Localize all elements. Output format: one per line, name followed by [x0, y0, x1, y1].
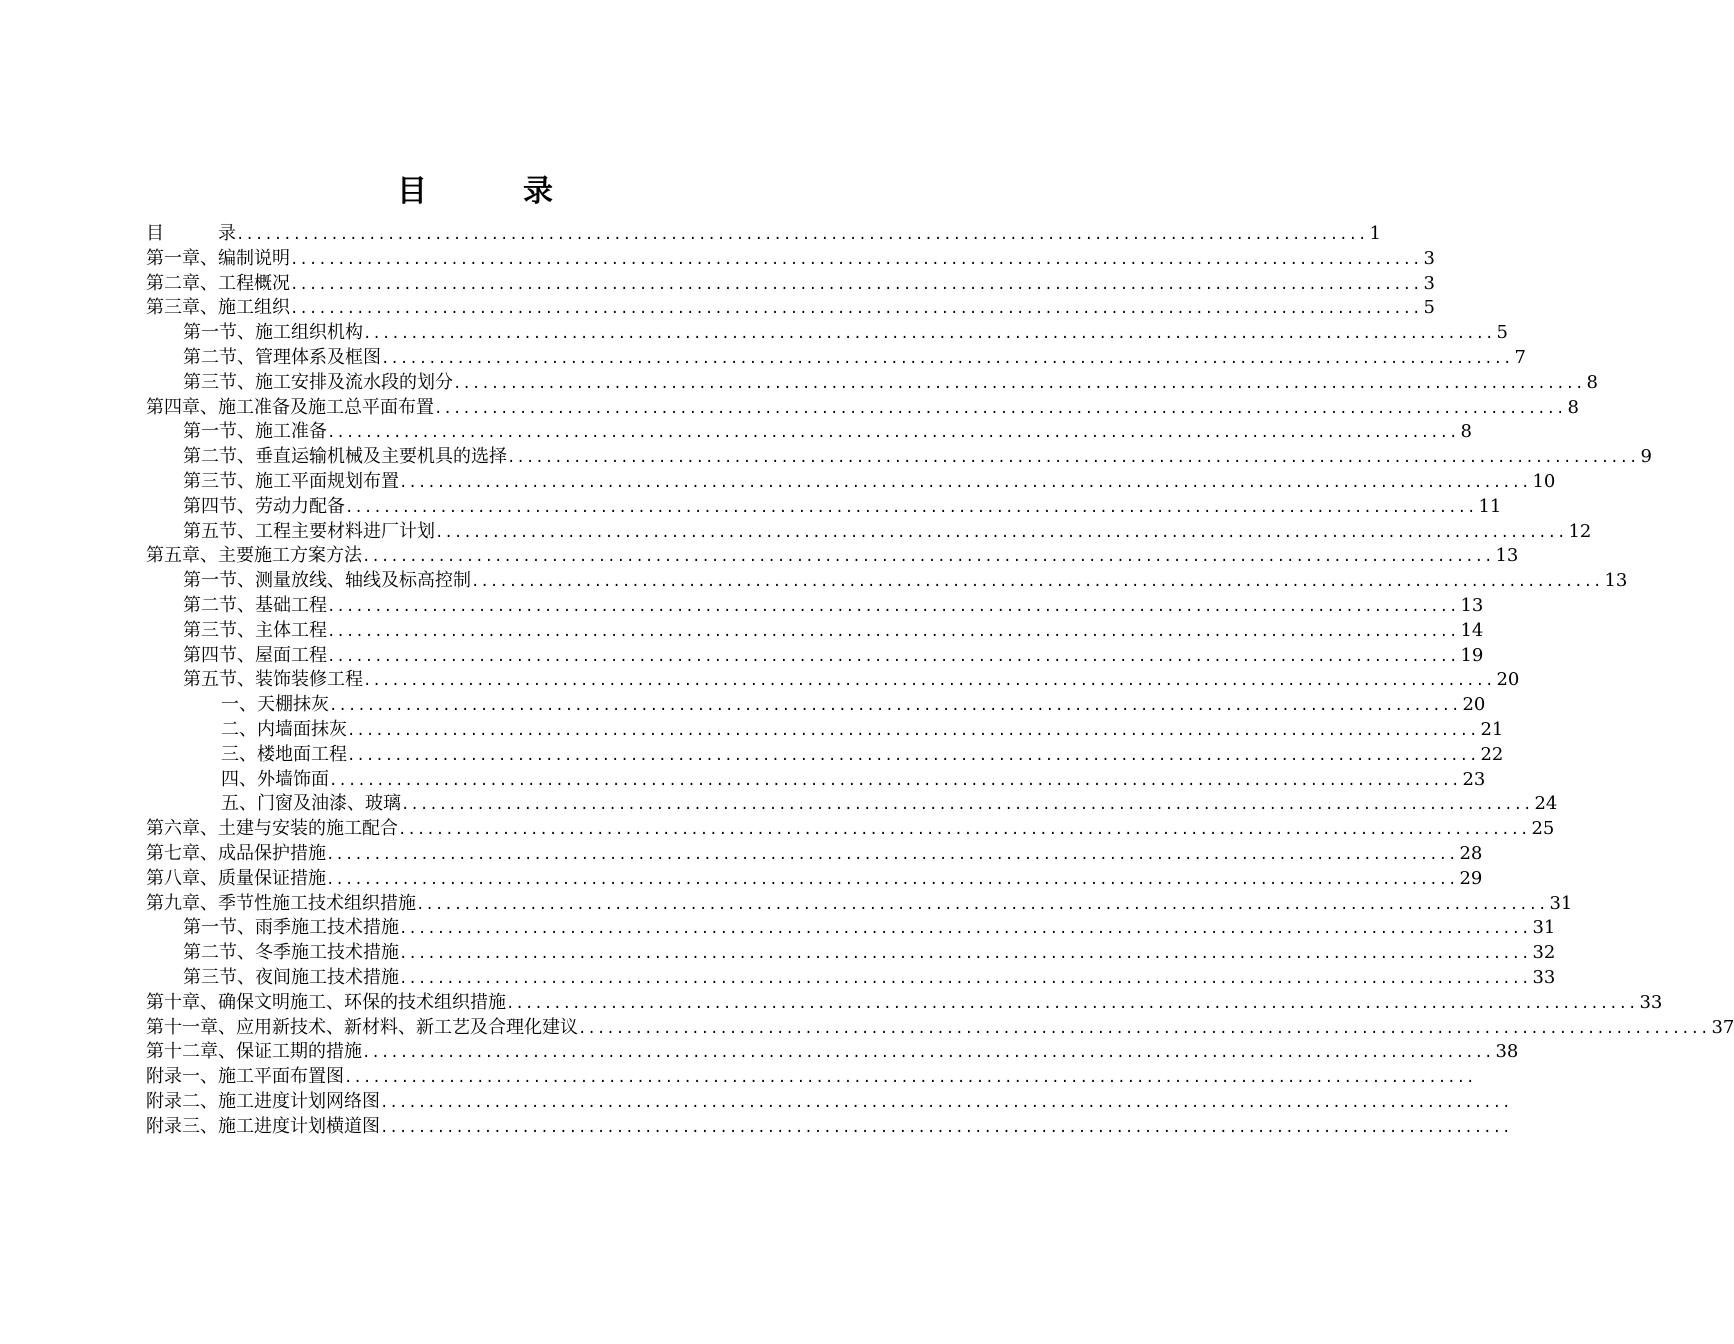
- toc-entry-number: 第一节、: [183, 421, 255, 443]
- toc-entry[interactable]: [146, 520, 1592, 545]
- toc-leader-dots: ........................................................................................................................: [398, 822, 1530, 839]
- toc-entry-page-number: 23: [1462, 768, 1486, 790]
- toc-entry-label: 冬季施工技术措施: [255, 942, 399, 964]
- toc-entry-number: 第二节、: [183, 594, 255, 616]
- toc-entry[interactable]: [146, 718, 1504, 743]
- toc-entry-page-number: 31: [1532, 917, 1556, 939]
- toc-entry-label: 夜间施工技术措施: [255, 966, 399, 988]
- toc-leader-dots: ........................................................................................................................: [345, 499, 1477, 516]
- toc-entry-page-number: 13: [1460, 594, 1484, 616]
- toc-leader-dots: ........................................................................................................................: [399, 474, 1531, 491]
- toc-entry-label: 管理体系及框图: [255, 346, 381, 368]
- toc-leader-dots: ........................................................................................................................: [363, 673, 1495, 690]
- toc-entry-page-number: 29: [1459, 867, 1483, 889]
- toc-entry-number: 第二章、: [146, 272, 218, 294]
- toc-entry-page-number: 11: [1478, 495, 1502, 517]
- toc-entry-page-number: 13: [1495, 545, 1519, 567]
- toc-entry[interactable]: [146, 247, 1435, 272]
- toc-entry-number: 第四节、: [183, 495, 255, 517]
- toc-entry[interactable]: [146, 991, 1663, 1016]
- toc-entry-label: 录: [218, 223, 236, 244]
- toc-entry-number: 第十二章、: [146, 1041, 236, 1063]
- toc-leader-dots: ........................................................................................................................: [344, 1070, 1476, 1087]
- toc-entry[interactable]: [146, 296, 1435, 321]
- toc-leader-dots: ........................................................................................................................: [363, 326, 1495, 343]
- toc-leader-dots: ........................................................................................................................: [471, 574, 1603, 591]
- toc-leader-dots: ........................................................................................................................: [362, 1045, 1494, 1062]
- toc-entry-page-number: 12: [1568, 520, 1592, 542]
- toc-entry[interactable]: [146, 594, 1484, 619]
- toc-entry-label: 楼地面工程: [257, 743, 347, 765]
- toc-entry-label: 主要施工方案方法: [218, 545, 362, 567]
- title-char-2: 录: [523, 174, 553, 209]
- toc-leader-dots: ........................................................................................................................: [362, 549, 1494, 566]
- toc-entry-number: 第九章、: [146, 892, 218, 914]
- toc-entry-page-number: 20: [1496, 669, 1520, 691]
- toc-entry[interactable]: [146, 346, 1526, 371]
- toc-entry-label: 内墙面抹灰: [257, 718, 347, 740]
- toc-entry-number: 第三节、: [183, 619, 255, 641]
- toc-entry[interactable]: [146, 792, 1558, 817]
- toc-entry-number: 第二节、: [183, 446, 255, 468]
- toc-leader-dots: ........................................................................................................................: [435, 524, 1567, 541]
- toc-leader-dots: ........................................................................................................................: [399, 946, 1531, 963]
- toc-entry-number: 第十章、: [146, 991, 218, 1013]
- toc-entry-label: 施工安排及流水段的划分: [255, 371, 453, 393]
- toc-leader-dots: ........................................................................................................................: [381, 350, 1513, 367]
- toc-leader-dots: ........................................................................................................................: [347, 747, 1479, 764]
- toc-entry-number: 第五章、: [146, 545, 218, 567]
- toc-entry-label: 成品保护措施: [218, 842, 326, 864]
- toc-leader-dots: ........................................................................................................................: [327, 598, 1459, 615]
- toc-entry-label: 施工组织: [218, 297, 290, 319]
- toc-entry[interactable]: [146, 1016, 1734, 1041]
- toc-entry-page-number: 32: [1532, 942, 1556, 964]
- toc-leader-dots: ........................................................................................................................: [453, 375, 1585, 392]
- toc-entry-page-number: 3: [1423, 247, 1435, 269]
- toc-leader-dots: ........................................................................................................................: [380, 1094, 1512, 1111]
- page-title: [0, 168, 950, 216]
- toc-entry[interactable]: [146, 396, 1579, 421]
- toc-entry-page-number: 37: [1711, 1016, 1734, 1038]
- toc-entry[interactable]: [146, 272, 1435, 297]
- toc-leader-dots: ........................................................................................................................: [380, 1119, 1512, 1136]
- toc-entry-label: 施工平面布置图: [218, 1066, 344, 1088]
- toc-entry-page-number: 20: [1462, 694, 1486, 716]
- toc-entry-page-number: 1: [1369, 223, 1381, 244]
- toc-entry-label: 确保文明施工、环保的技术组织措施: [218, 991, 506, 1013]
- toc-entry[interactable]: [146, 916, 1556, 941]
- toc-entry-page-number: 3: [1423, 272, 1435, 294]
- toc-leader-dots: ........................................................................................................................: [327, 623, 1459, 640]
- toc-entry-number: 第三节、: [183, 470, 255, 492]
- toc-entry-number: 四、: [221, 768, 257, 790]
- toc-entry-label: 门窗及油漆、玻璃: [257, 793, 401, 815]
- toc-entry-label: 屋面工程: [255, 644, 327, 666]
- toc-entry-number: 第七章、: [146, 842, 218, 864]
- toc-entry-number: 二、: [221, 718, 257, 740]
- toc-entry[interactable]: [146, 1040, 1519, 1065]
- toc-entry-number: 第八章、: [146, 867, 218, 889]
- toc-entry-label: 基础工程: [255, 594, 327, 616]
- toc-entry-label: 施工准备及施工总平面布置: [218, 396, 434, 418]
- toc-leader-dots: ........................................................................................................................: [416, 896, 1548, 913]
- toc-entry-number: 第三节、: [183, 966, 255, 988]
- toc-entry[interactable]: [146, 768, 1486, 793]
- toc-entry-label: 施工组织机构: [255, 322, 363, 344]
- toc-entry[interactable]: [146, 544, 1519, 569]
- toc-leader-dots: ........................................................................................................................: [399, 970, 1531, 987]
- toc-entry-label: 施工进度计划横道图: [218, 1115, 380, 1137]
- toc-leader-dots: ........................................................................................................................: [329, 772, 1461, 789]
- toc-entry[interactable]: [146, 445, 1652, 470]
- toc-entry-label: 天棚抹灰: [257, 694, 329, 716]
- toc-entry[interactable]: [146, 867, 1483, 892]
- toc-leader-dots: ........................................................................................................................: [399, 921, 1531, 938]
- toc-entry-page-number: 14: [1460, 619, 1484, 641]
- toc-entry[interactable]: [146, 644, 1484, 669]
- toc-entry-page-number: 9: [1640, 446, 1652, 468]
- toc-entry-label: 雨季施工技术措施: [255, 917, 399, 939]
- toc-entry-number: 第三节、: [183, 371, 255, 393]
- toc-leader-dots: ........................................................................................................................: [326, 871, 1458, 888]
- toc-entry-number: 三、: [221, 743, 257, 765]
- toc-leader-dots: ........................................................................................................................: [347, 722, 1479, 739]
- toc-entry-page-number: 8: [1567, 396, 1579, 418]
- toc-entry[interactable]: [146, 693, 1486, 718]
- toc-entry-page-number: 22: [1480, 743, 1504, 765]
- toc-entry-number: 第四节、: [183, 644, 255, 666]
- toc-entry[interactable]: [146, 966, 1556, 991]
- toc-entry-number: 第二节、: [183, 346, 255, 368]
- title-char-1: 目: [397, 174, 427, 209]
- toc-entry-page-number: 24: [1534, 793, 1558, 815]
- toc-entry-page-number: 19: [1460, 644, 1484, 666]
- toc-entry[interactable]: [146, 842, 1483, 867]
- toc-entry[interactable]: [146, 420, 1472, 445]
- toc-entry-page-number: 38: [1495, 1041, 1519, 1063]
- toc-entry-number: 第五节、: [183, 669, 255, 691]
- toc-entry-label: 季节性施工技术组织措施: [218, 892, 416, 914]
- toc-entry[interactable]: [146, 321, 1508, 346]
- toc-entry-label: 施工平面规划布置: [255, 470, 399, 492]
- toc-entry-number: 第五节、: [183, 520, 255, 542]
- table-of-contents: [146, 222, 1734, 1139]
- toc-entry-number: 目: [146, 223, 218, 244]
- toc-entry[interactable]: [146, 743, 1504, 768]
- toc-entry[interactable]: [146, 1115, 1512, 1140]
- toc-entry-label: 工程概况: [218, 272, 290, 294]
- toc-entry-label: 应用新技术、新材料、新工艺及合理化建议: [236, 1016, 578, 1038]
- toc-entry-page-number: 5: [1496, 322, 1508, 344]
- toc-entry-number: 第一节、: [183, 917, 255, 939]
- toc-entry-number: 第三章、: [146, 297, 218, 319]
- toc-entry-label: 工程主要材料进厂计划: [255, 520, 435, 542]
- toc-entry[interactable]: [146, 569, 1628, 594]
- toc-entry-number: 第一节、: [183, 322, 255, 344]
- toc-entry-page-number: 10: [1532, 470, 1556, 492]
- toc-entry-label: 保证工期的措施: [236, 1041, 362, 1063]
- toc-entry-label: 主体工程: [255, 619, 327, 641]
- toc-entry[interactable]: [146, 1065, 1476, 1090]
- toc-leader-dots: ........................................................................................................................: [329, 698, 1461, 715]
- toc-entry-number: 附录二、: [146, 1090, 218, 1112]
- toc-entry-label: 施工进度计划网络图: [218, 1090, 380, 1112]
- toc-entry-number: 五、: [221, 793, 257, 815]
- toc-entry-number: 附录一、: [146, 1066, 218, 1088]
- toc-entry[interactable]: [146, 1090, 1512, 1115]
- toc-entry-label: 施工准备: [255, 421, 327, 443]
- toc-leader-dots: ........................................................................................................................: [290, 251, 1422, 268]
- toc-entry-page-number: 33: [1639, 991, 1663, 1013]
- toc-entry-page-number: 25: [1531, 818, 1555, 840]
- toc-entry-number: 第一章、: [146, 247, 218, 269]
- toc-entry-label: 质量保证措施: [218, 867, 326, 889]
- toc-entry-label: 土建与安装的施工配合: [218, 818, 398, 840]
- toc-leader-dots: ........................................................................................................................: [506, 995, 1638, 1012]
- toc-entry-number: 第四章、: [146, 396, 218, 418]
- toc-entry-page-number: 33: [1532, 966, 1556, 988]
- toc-entry-label: 编制说明: [218, 247, 290, 269]
- toc-entry-label: 装饰装修工程: [255, 669, 363, 691]
- toc-entry-number: 第十一章、: [146, 1016, 236, 1038]
- toc-leader-dots: ........................................................................................................................: [401, 797, 1533, 814]
- toc-entry-page-number: 31: [1549, 892, 1573, 914]
- toc-leader-dots: ........................................................................................................................: [290, 301, 1422, 318]
- toc-entry-page-number: 8: [1460, 421, 1472, 443]
- toc-entry-number: 第一节、: [183, 570, 255, 592]
- toc-entry-label: 外墙饰面: [257, 768, 329, 790]
- toc-leader-dots: ........................................................................................................................: [290, 276, 1422, 293]
- toc-entry-page-number: 5: [1423, 297, 1435, 319]
- toc-leader-dots: ........................................................................................................................: [326, 846, 1458, 863]
- toc-entry-label: 劳动力配备: [255, 495, 345, 517]
- toc-entry-page-number: 7: [1514, 346, 1526, 368]
- toc-entry-label: 垂直运输机械及主要机具的选择: [255, 446, 507, 468]
- toc-entry-label: 测量放线、轴线及标高控制: [255, 570, 471, 592]
- toc-leader-dots: ........................................................................................................................: [578, 1020, 1710, 1037]
- toc-entry-page-number: 28: [1459, 842, 1483, 864]
- toc-leader-dots: ........................................................................................................................: [236, 227, 1368, 243]
- toc-entry[interactable]: [146, 817, 1555, 842]
- toc-entry-page-number: 21: [1480, 718, 1504, 740]
- toc-entry-number: 第二节、: [183, 942, 255, 964]
- toc-leader-dots: ........................................................................................................................: [507, 450, 1639, 467]
- toc-entry-number: 附录三、: [146, 1115, 218, 1137]
- toc-leader-dots: ........................................................................................................................: [434, 400, 1566, 417]
- toc-entry[interactable]: [146, 941, 1556, 966]
- toc-entry[interactable]: [146, 222, 1381, 247]
- toc-entry-page-number: 8: [1586, 371, 1598, 393]
- toc-entry-number: 一、: [221, 694, 257, 716]
- toc-entry[interactable]: [146, 470, 1556, 495]
- toc-entry[interactable]: [146, 619, 1484, 644]
- toc-entry[interactable]: [146, 495, 1502, 520]
- toc-leader-dots: ........................................................................................................................: [327, 425, 1459, 442]
- toc-entry[interactable]: [146, 668, 1520, 693]
- toc-entry-page-number: 13: [1604, 570, 1628, 592]
- toc-entry[interactable]: [146, 892, 1573, 917]
- toc-entry-number: 第六章、: [146, 818, 218, 840]
- toc-entry[interactable]: [146, 371, 1598, 396]
- toc-leader-dots: ........................................................................................................................: [327, 648, 1459, 665]
